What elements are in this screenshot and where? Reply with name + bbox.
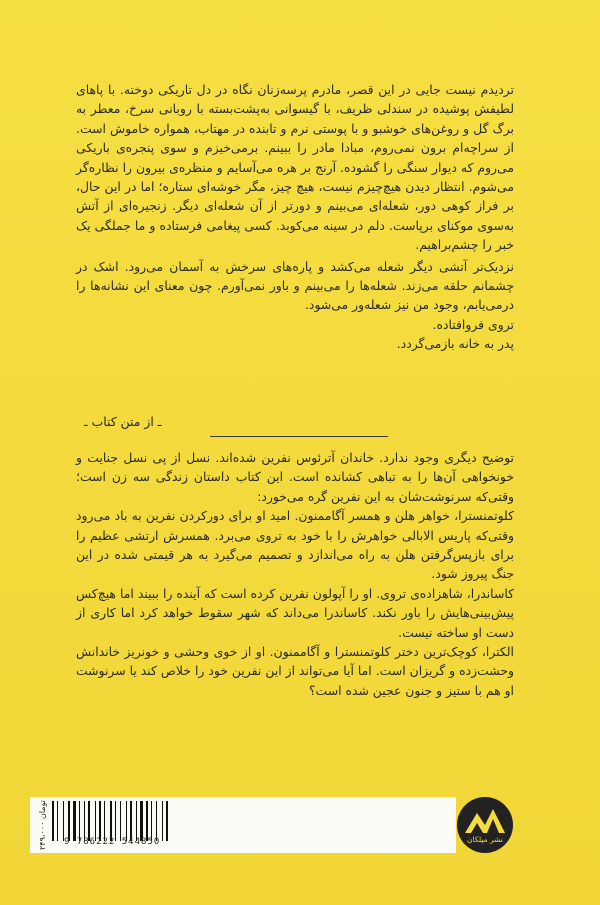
barcode xyxy=(30,797,456,853)
excerpt-source: ـ از متن کتاب ـ xyxy=(84,414,162,429)
synopsis-paragraph: توضیح دیگری وجود ندارد. خاندان آترئوس نفرین شده‌اند. نسل از پی نسل جنایت و خونخواهی آن‌ها را به تباهی کشانده است. این کتاب داستان زندگی سه زن است؛ وقتی‌که سرنوشت‌شان به این نفرین گره می‌خورد: xyxy=(76,450,514,504)
synopsis-paragraph: کاساندرا، شاهزاده‌ی تروی. او را آپولون نفرین کرده است که آینده را ببیند اما هیچ‌کس پیش‌بینی‌هایش را باور نکند. کاساندرا می‌داند که شهر سقوط خواهد کرد اما کاری از دست او ساخته نیست. xyxy=(76,585,514,640)
book-excerpt xyxy=(76,80,514,354)
barcode-area xyxy=(30,797,460,857)
book-synopsis xyxy=(76,448,514,700)
excerpt-paragraph: تروی فروافتاده. xyxy=(432,316,514,332)
mountains-logo-icon xyxy=(457,797,513,853)
barcode-number: 9 786222 544850 xyxy=(64,837,161,847)
price-label: ۲۴۹،۰۰۰ تومان xyxy=(38,800,47,850)
barcode-bars xyxy=(52,801,182,841)
excerpt-paragraph: تردیدم نیست جایی در این قصر، مادرم پرسه‌زنان نگاه در دل تاریکی دوخته. با پاهای لطیفش پوشیده در سندلی ظریف، با گیسوانی به‌پشت‌بسته با روبانی سرخ، معطر به برگ گل و روغن‌های خوشبو و با پوستی نرم و تابنده در مهتاب، همواره خاموش است. از سراچه‌ام برون نمی‌روم، مبادا مادر را ببینم. برمی‌خیزم و سوی پنجره‌ی باریکی می‌روم که دیوار سنگی را گشوده. آرنج بر هره می‌آسایم و منظره‌ی بیرون را نظاره‌گر می‌شوم. انتظار دیدن هیچ‌چیزم نیست، هیچ چیز، مگر خوشه‌ای ستاره؛ اما در این حال، بر فراز کوهی دور، شعله‌ای می‌بینم و دورتر از آن شعله‌ای دیگر. زنجیره‌ای از آتش به‌سوی موکنای برپاست. دلم در سینه می‌کوبد. کسی پیغامی فرستاده و ما جملگی یک خبر را چشم‌براهیم. xyxy=(76,82,514,253)
divider xyxy=(210,436,388,437)
excerpt-paragraph: نزدیک‌تر آتشی دیگر شعله می‌کشد و پاره‌های سرخش به آسمان می‌رود. اشک در چشمانم حلقه می‌زند. شعله‌ها را می‌بینم و باور نمی‌آورم. چون معنای این نشانه‌ها را درمی‌یابم، وجود من نیز شعله‌ور می‌شود. xyxy=(76,258,514,313)
excerpt-paragraph: پدر به خانه بازمی‌گردد. xyxy=(396,336,514,352)
publisher-name: نشر میلکان xyxy=(467,835,503,844)
synopsis-paragraph: الکترا، کوچک‌ترین دختر کلوتمنسترا و آگاممنون. او از خوی وحشی و خونریز خاندانش وحشت‌زده و گریزان است. اما آیا می‌تواند از این نفرین خود را خلاص کند یا سرنوشت او هم با ستیز و جنون عجین شده است؟ xyxy=(76,644,514,698)
synopsis-paragraph: کلوتمنسترا، خواهر هلن و همسر آگاممنون. امید او برای دورکردن نفرین به باد می‌رود وقتی‌که پاریس الابالی خواهرش را با خود به تروی می‌برد. همسرش ارتشی عظیم را برای بازپس‌گرفتن هلن به راه می‌اندازد و تصمیم می‌گیرد به هر قیمتی شده در این جنگ پیروز شود. xyxy=(76,508,514,582)
